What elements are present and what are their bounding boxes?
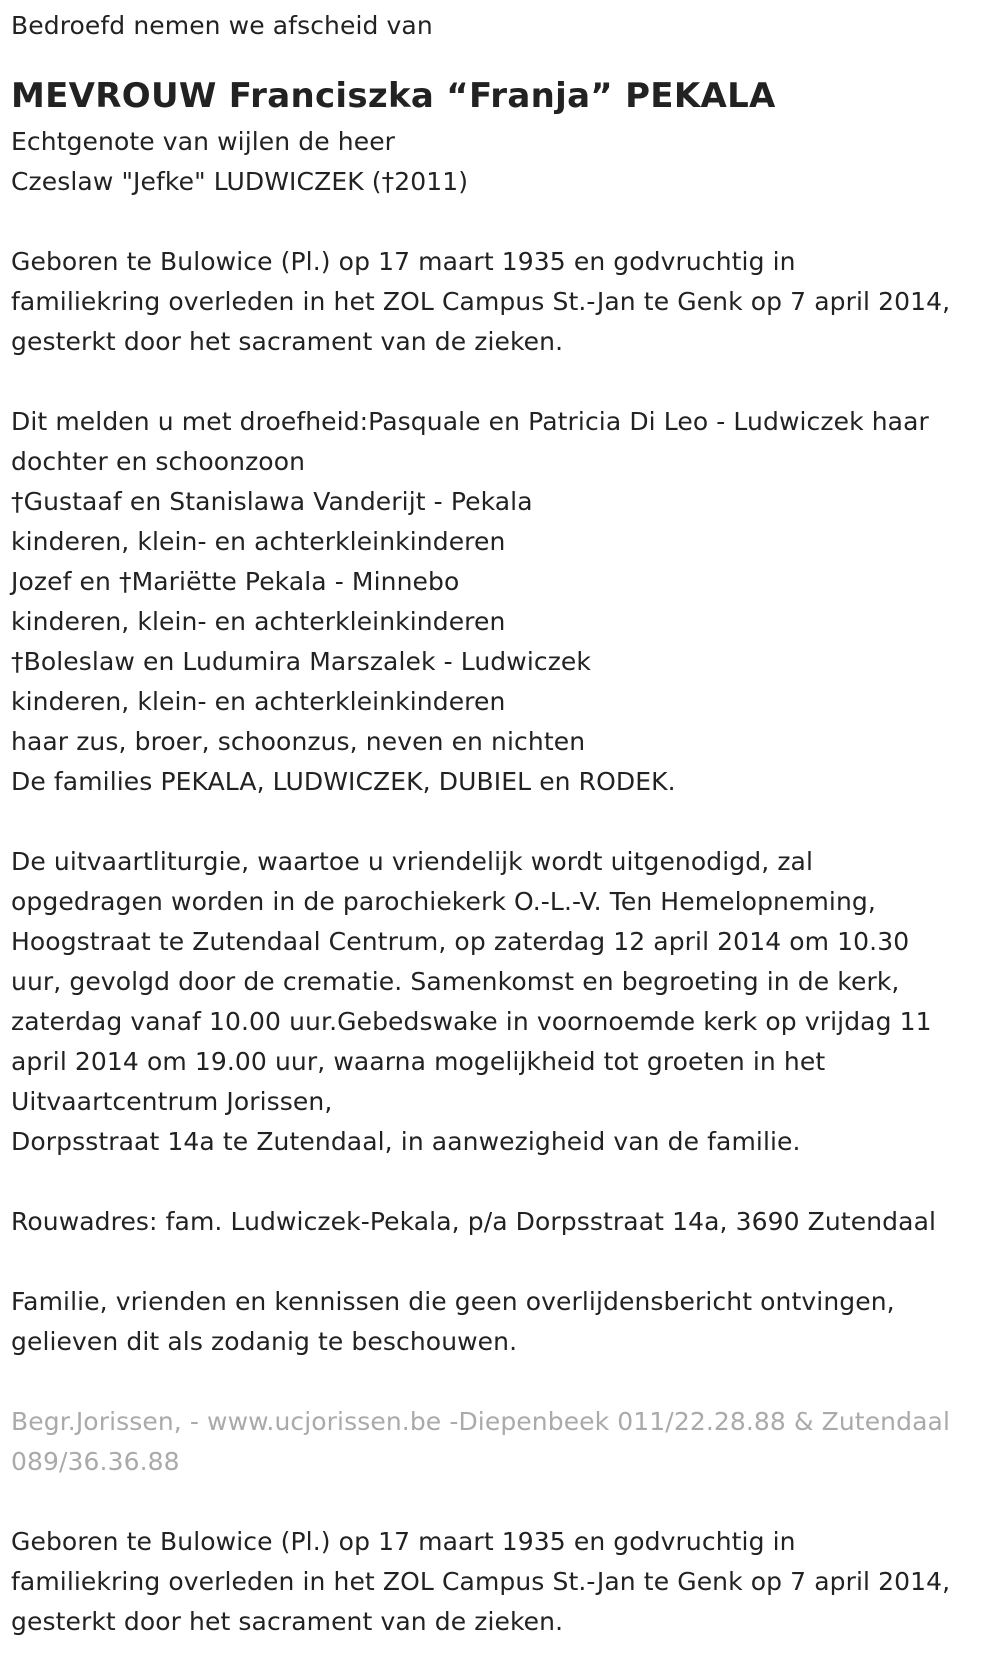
credit-line: Begr.Jorissen, - www.ucjorissen.be -Diepenbeek 011/22.28.88 & Zutendaal [11,1407,950,1436]
funeral-paragraph [11,842,1000,1162]
paragraph-line: Dorpsstraat 14a te Zutendaal, in aanwezigheid van de familie. [11,1127,801,1156]
paragraph-line: familiekring overleden in het ZOL Campus St.-Jan te Genk op 7 april 2014, [11,1567,951,1596]
funeral-home-credit [11,1402,1000,1482]
paragraph-line: De uitvaartliturgie, waartoe u vriendelijk wordt uitgenodigd, zal [11,847,814,876]
paragraph-line: haar zus, broer, schoonzus, neven en nichten [11,727,586,756]
paragraph-line: gesterkt door het sacrament van de zieken. [11,1607,564,1636]
paragraph-line: opgedragen worden in de parochiekerk O.-L.-V. Ten Hemelopneming, [11,887,876,916]
paragraph-line: kinderen, klein- en achterkleinkinderen [11,527,506,556]
intro-text: Bedroefd nemen we afscheid van [11,11,433,40]
paragraph-line: zaterdag vanaf 10.00 uur.Gebedswake in voornoemde kerk op vrijdag 11 [11,1007,932,1036]
paragraph-line: uur, gevolgd door de crematie. Samenkomst en begroeting in de kerk, [11,967,900,996]
birth-paragraph-repeat [11,1522,1000,1642]
birth-paragraph [11,242,1000,362]
paragraph-line: De families PEKALA, LUDWICZEK, DUBIEL en RODEK. [11,767,676,796]
mourning-address: Rouwadres: fam. Ludwiczek-Pekala, p/a Dorpsstraat 14a, 3690 Zutendaal [11,1207,937,1236]
spouse-section [11,122,1000,202]
paragraph-line: Geboren te Bulowice (Pl.) op 17 maart 1935 en godvruchtig in [11,1527,796,1556]
paragraph-line: dochter en schoonzoon [11,447,306,476]
spouse-line: Czeslaw "Jefke" LUDWICZEK (†2011) [11,167,469,196]
paragraph-line: kinderen, klein- en achterkleinkinderen [11,607,506,636]
paragraph-line: Jozef en †Mariëtte Pekala - Minnebo [11,567,460,596]
paragraph-line: †Gustaaf en Stanislawa Vanderijt - Pekala [11,487,533,516]
paragraph-line: Familie, vrienden en kennissen die geen overlijdensbericht ontvingen, [11,1287,895,1316]
paragraph-line: april 2014 om 19.00 uur, waarna mogelijkheid tot groeten in het [11,1047,826,1076]
paragraph-line: Uitvaartcentrum Jorissen, [11,1087,333,1116]
spouse-line: Echtgenote van wijlen de heer [11,127,396,156]
paragraph-line: gelieven dit als zodanig te beschouwen. [11,1327,518,1356]
paragraph-line: familiekring overleden in het ZOL Campus St.-Jan te Genk op 7 april 2014, [11,287,951,316]
paragraph-line: †Boleslaw en Ludumira Marszalek - Ludwiczek [11,647,591,676]
paragraph-line: Hoogstraat te Zutendaal Centrum, op zaterdag 12 april 2014 om 10.30 [11,927,910,956]
notice-paragraph [11,1282,1000,1362]
deceased-name: MEVROUW Franciszka “Franja” PEKALA [11,76,776,116]
credit-line: 089/36.36.88 [11,1447,180,1476]
paragraph-line: Geboren te Bulowice (Pl.) op 17 maart 1935 en godvruchtig in [11,247,796,276]
paragraph-line: kinderen, klein- en achterkleinkinderen [11,687,506,716]
paragraph-line: gesterkt door het sacrament van de zieken. [11,327,564,356]
family-paragraph [11,402,1000,802]
paragraph-line: Dit melden u met droefheid:Pasquale en Patricia Di Leo - Ludwiczek haar [11,407,929,436]
